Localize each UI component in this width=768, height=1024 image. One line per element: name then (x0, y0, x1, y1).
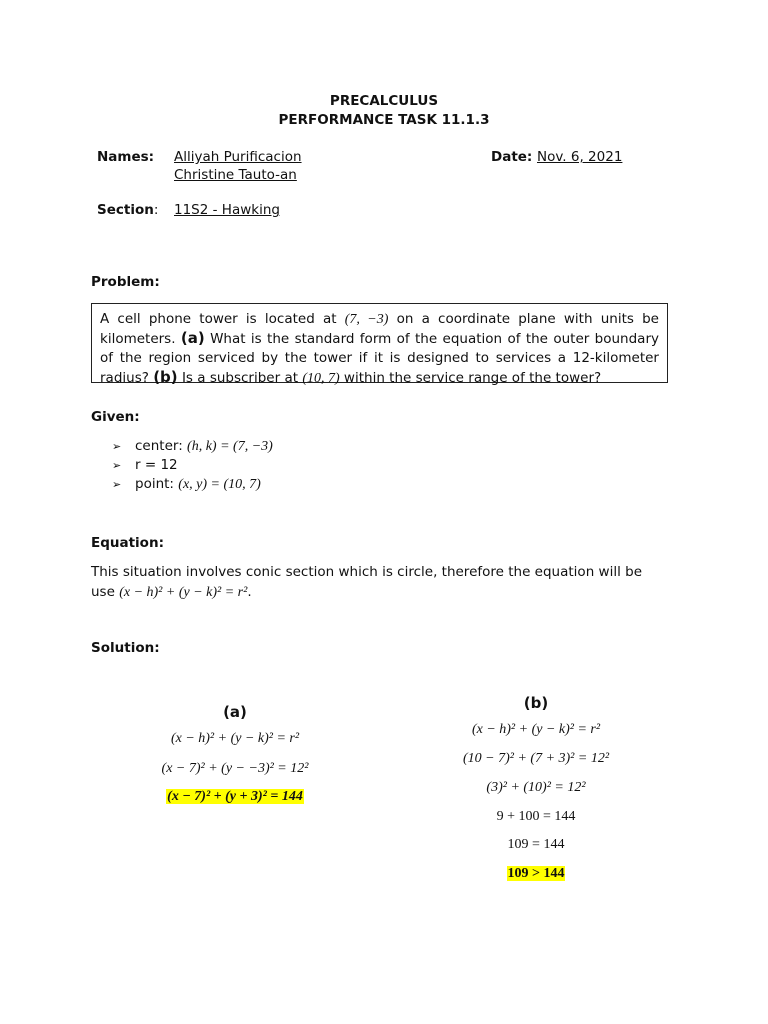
solution-part-a (135, 0, 335, 1024)
arrow-bullet-icon: ➢ (112, 478, 122, 491)
names-label: Names: (97, 149, 155, 165)
part-b-step: (10 − 7)² + (7 + 3)² = 12² (462, 751, 610, 766)
student-name-1: Alliyah Purificacion (174, 149, 302, 165)
course-title: PRECALCULUS (329, 93, 439, 109)
tower-location: (7, −3) (344, 312, 389, 327)
problem-text-4: Is a subscriber at (177, 370, 303, 386)
circle-formula: (x − h)² + (y − k)² = r² (119, 585, 248, 600)
equation-end: . (247, 584, 252, 600)
given-label: point: (135, 476, 179, 492)
given-heading: Given: (91, 409, 140, 425)
problem-text-2: on a coordinate plane with units be kilometers. (100, 311, 659, 347)
given-label: center: (135, 438, 188, 454)
problem-text-5: within the service range of the tower? (339, 370, 602, 386)
solution-heading: Solution: (91, 640, 160, 656)
date-value: Nov. 6, 2021 (537, 149, 623, 165)
part-a-answer: (x − 7)² + (y + 3)² = 144 (167, 789, 303, 804)
part-b-label: (b) (523, 694, 549, 712)
subscriber-location: (10, 7) (302, 371, 340, 386)
part-b-step: 9 + 100 = 144 (496, 809, 576, 824)
part-a-step: (x − h)² + (y − k)² = r² (170, 731, 300, 746)
problem-text-1: A cell phone tower is located at (100, 311, 345, 327)
given-math: (x, y) = (10, 7) (178, 477, 261, 492)
date-label: Date: (491, 149, 533, 165)
solution-part-b (436, 0, 636, 1024)
given-label: r = 12 (135, 457, 178, 473)
part-b-tag: (b) (153, 368, 178, 386)
section-value: 11S2 - Hawking (174, 202, 280, 218)
student-name-2: Christine Tauto-an (174, 167, 297, 183)
arrow-bullet-icon: ➢ (112, 459, 122, 472)
arrow-bullet-icon: ➢ (112, 440, 122, 453)
section-label: Section (97, 202, 154, 218)
part-a-step: (x − 7)² + (y − −3)² = 12² (161, 761, 309, 776)
section-colon: : (153, 202, 159, 218)
part-b-step: (x − h)² + (y − k)² = r² (471, 722, 601, 737)
task-title: PERFORMANCE TASK 11.1.3 (278, 112, 490, 128)
part-a-tag: (a) (180, 329, 205, 347)
equation-heading: Equation: (91, 535, 164, 551)
part-b-step: 109 = 144 (507, 837, 565, 852)
problem-text-3: What is the standard form of the equation of the outer boundary of the region serviced by the tower if it is designed to services a 12-kilometer radius? (100, 331, 659, 386)
part-b-step: (3)² + (10)² = 12² (486, 780, 586, 795)
part-a-label: (a) (223, 703, 247, 721)
equation-text: This situation involves conic section which is circle, therefore the equation will be use (91, 564, 642, 600)
problem-heading: Problem: (91, 274, 160, 290)
given-math: (h, k) = (7, −3) (187, 439, 273, 454)
part-b-answer: 109 > 144 (507, 866, 565, 881)
